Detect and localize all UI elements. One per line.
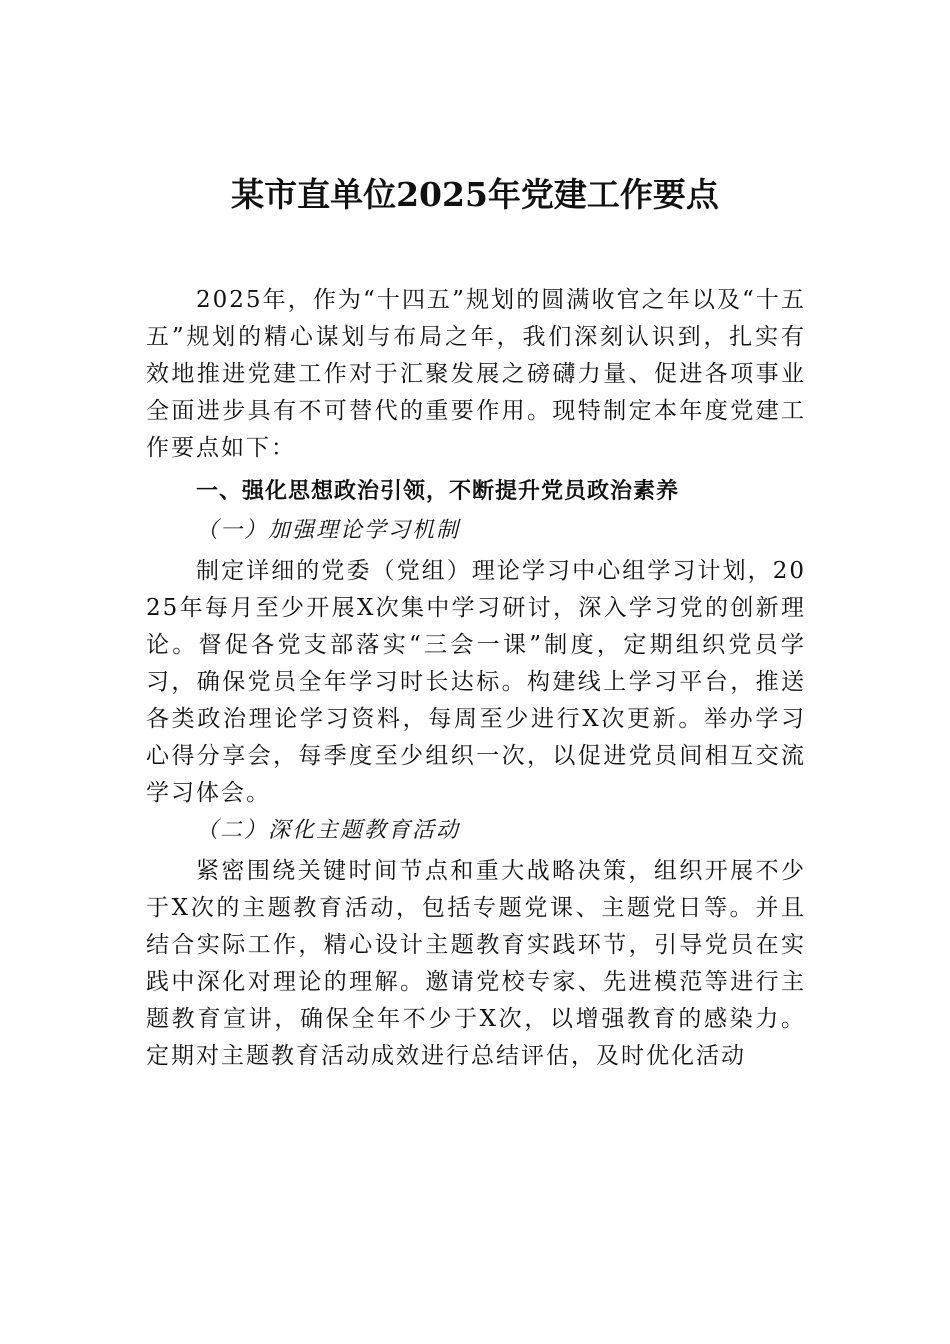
subsection-1-heading: （一）加强理论学习机制 xyxy=(196,518,461,543)
subsection-1-paragraph: 制定详细的党委（党组）理论学习中心组学习计划，2025年每月至少开展X次集中学习研讨，深入学习党的创新理论。督促各党支部落实“三会一课”制度，定期组织党员学习，确保党员全年学习时长达标。构建线上学习平台，推送各类政治理论学习资料，每周至少进行X次更新。举办学习心得分享会，每季度至少组织一次，以促进党员间相互交流学习体会。 xyxy=(146,558,806,806)
intro-paragraph: 2025年，作为“十四五”规划的圆满收官之年以及“十五五”规划的精心谋划与布局之年，我们深刻认识到，扎实有效地推进党建工作对于汇聚发展之磅礴力量、促进各项事业全面进步具有不可替代的重要作用。现特制定本年度党建工作要点如下： xyxy=(146,287,806,461)
section-1-heading: 一、强化思想政治引领，不断提升党员政治素养 xyxy=(196,479,680,504)
subsection-2-paragraph: 紧密围绕关键时间节点和重大战略决策，组织开展不少于X次的主题教育活动，包括专题党课、主题党日等。并且结合实际工作，精心设计主题教育实践环节，引导党员在实践中深化对理论的理解。邀请党校专家、先进模范等进行主题教育宣讲，确保全年不少于X次，以增强教育的感染力。定期对主题教育活动成效进行总结评估，及时优化活动 xyxy=(146,858,806,1069)
document-title: 某市直单位2025年党建工作要点 xyxy=(231,175,719,214)
subsection-2-heading: （二）深化主题教育活动 xyxy=(196,818,461,843)
document-body xyxy=(146,282,806,1075)
